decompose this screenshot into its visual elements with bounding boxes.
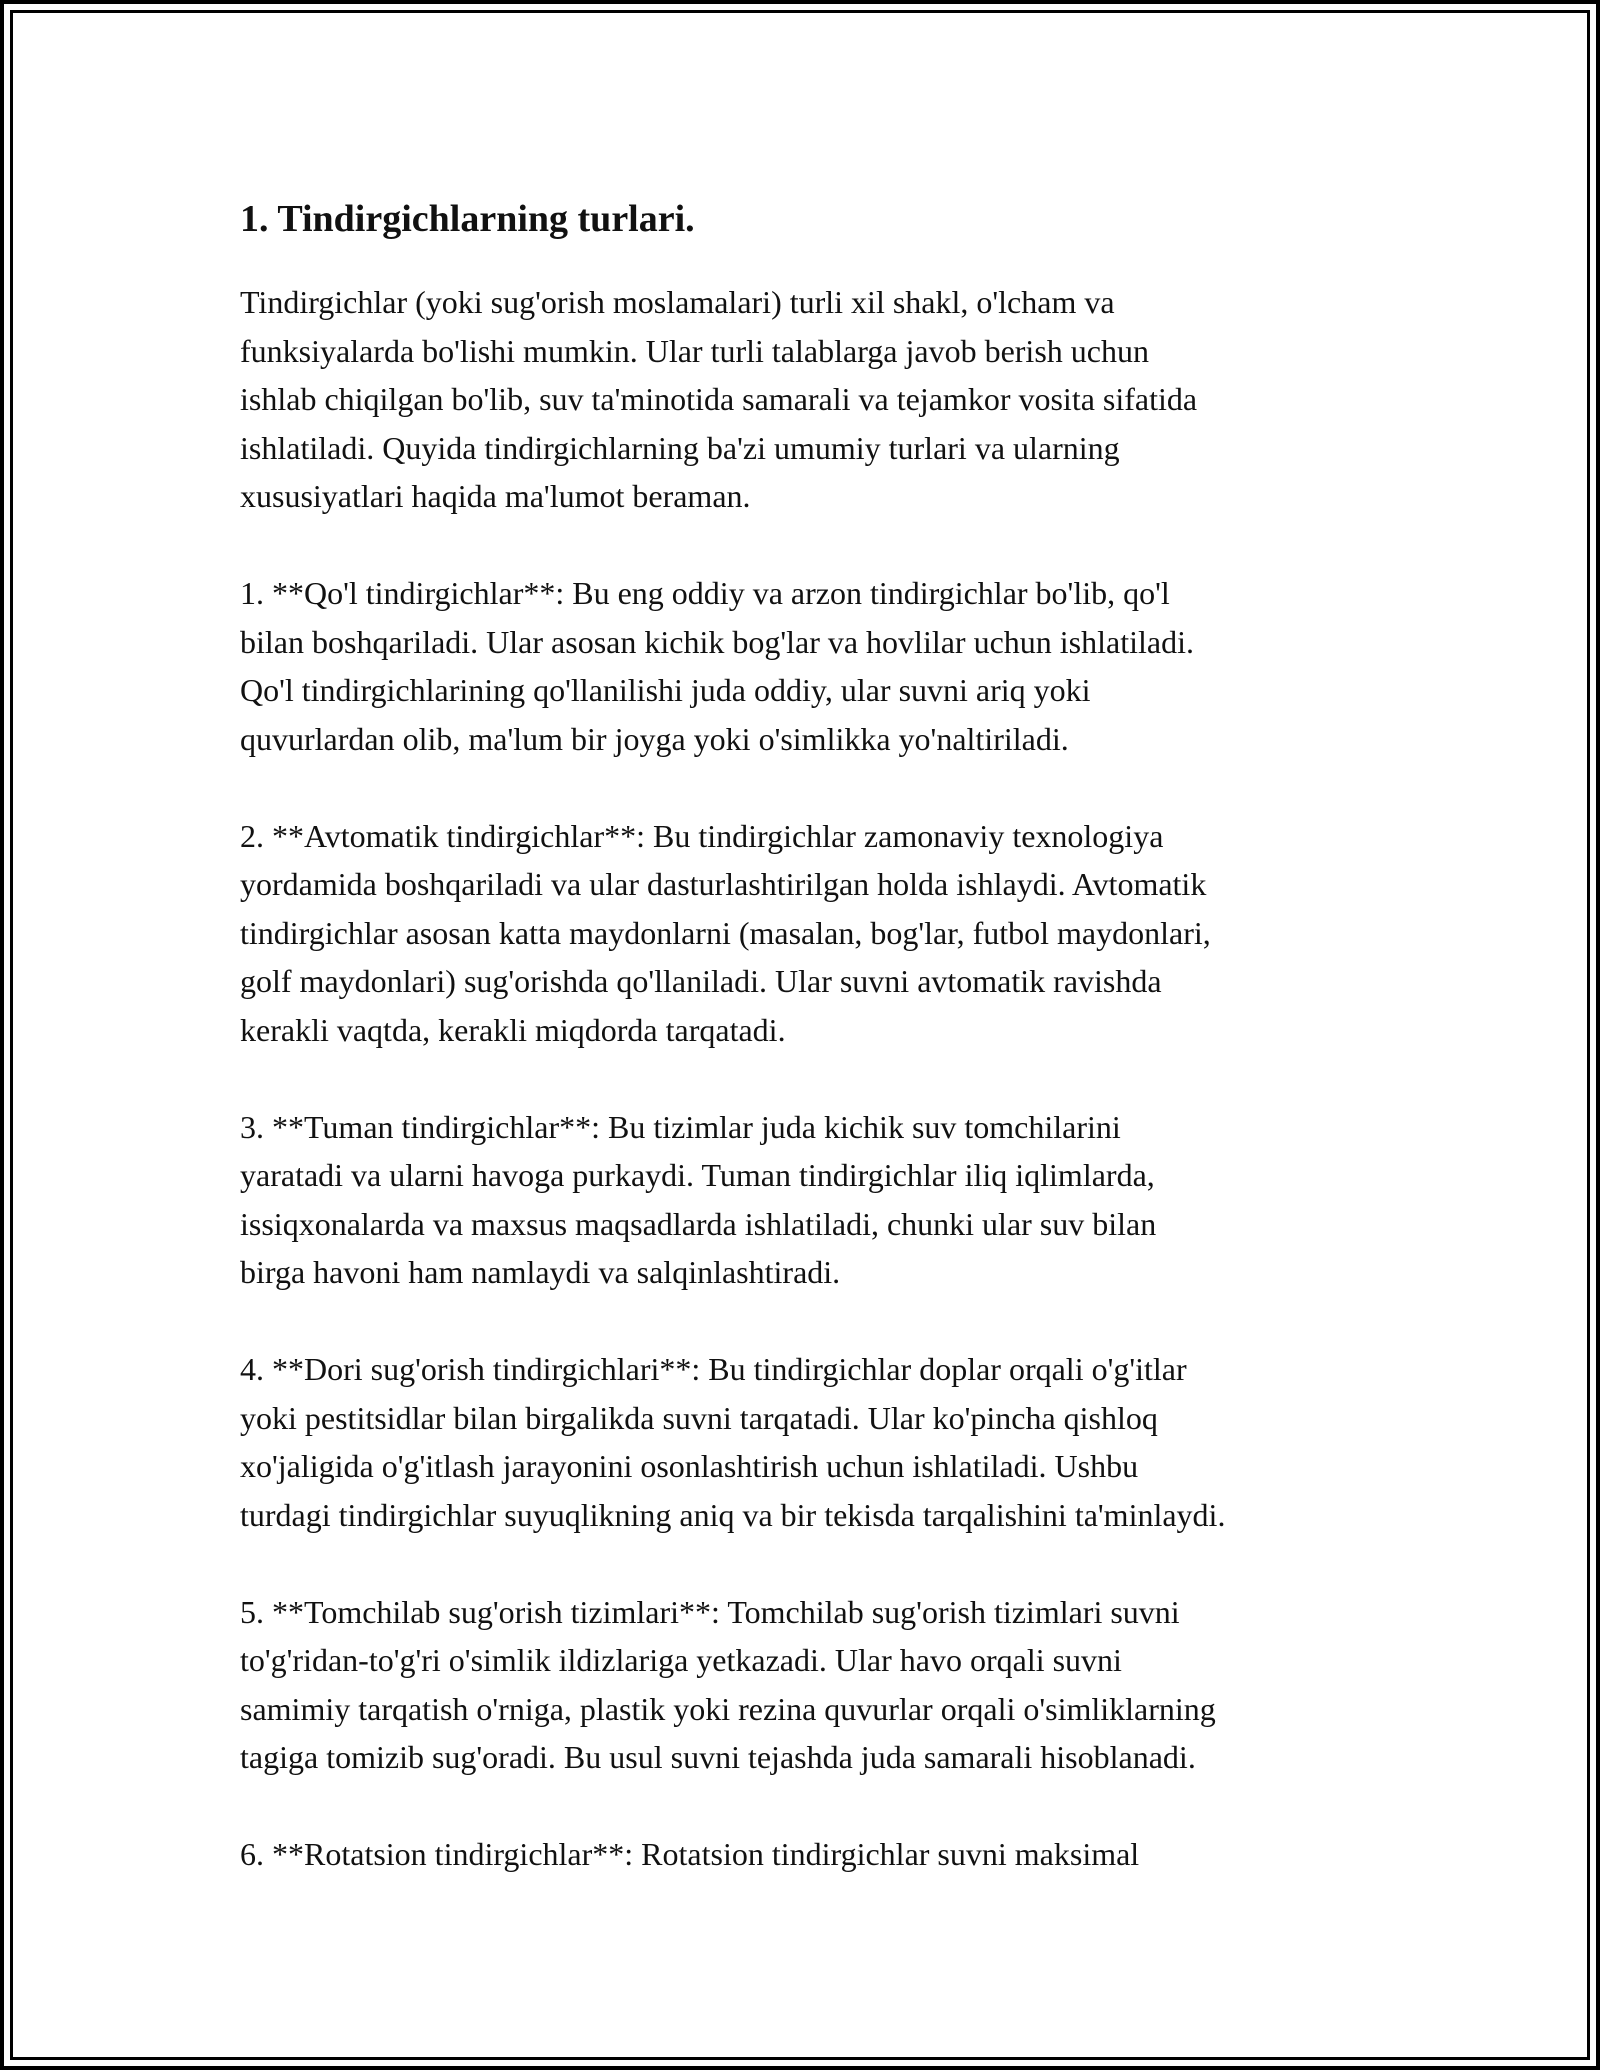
paragraph-item-1 — [240, 569, 1390, 763]
text-line: ishlab chiqilgan bo'lib, suv ta'minotida samarali va tejamkor vosita sifatida — [240, 381, 1198, 417]
paragraph-item-2 — [240, 812, 1390, 1055]
text-line: samimiy tarqatish o'rniga, plastik yoki rezina quvurlar orqali o'simliklarning — [240, 1690, 1216, 1727]
text-line: yordamida boshqariladi va ular dasturlashtirilgan holda ishlaydi. Avtomatik — [240, 866, 1207, 902]
document-body — [240, 190, 1390, 1927]
text-line: to'g'ridan-to'g'ri o'simlik ildizlariga yetkazadi. Ular havo orqali suvni — [240, 1642, 1122, 1678]
text-line: turdagi tindirgichlar suyuqlikning aniq va bir tekisda tarqalishini ta'minlaydi. — [240, 1496, 1226, 1533]
text-line: Tindirgichlar (yoki sug'orish moslamalari) turli xil shakl, o'lcham va — [240, 284, 1115, 320]
text-line: 2. **Avtomatik tindirgichlar**: Bu tindirgichlar zamonaviy texnologiya — [240, 817, 1164, 854]
text-line: birga havoni ham namlaydi va salqinlashtiradi. — [240, 1254, 841, 1290]
paragraph-item-4 — [240, 1345, 1390, 1539]
text-line: xo'jaligida o'g'itlash jarayonini osonlashtirish uchun ishlatiladi. Ushbu — [240, 1448, 1139, 1484]
text-line: bilan boshqariladi. Ular asosan kichik bog'lar va hovlilar uchun ishlatiladi. — [240, 623, 1194, 660]
paragraph-intro — [240, 278, 1390, 521]
text-line: 6. **Rotatsion tindirgichlar**: Rotatsion tindirgichlar suvni maksimal — [240, 1836, 1140, 1872]
paragraph-item-6 — [240, 1830, 1390, 1879]
text-line: ishlatiladi. Quyida tindirgichlarning ba'zi umumiy turlari va ularning — [240, 429, 1120, 466]
text-line: tindirgichlar asosan katta maydonlarni (masalan, bog'lar, futbol maydonlari, — [240, 914, 1211, 951]
text-line: kerakli vaqtda, kerakli miqdorda tarqatadi. — [240, 1011, 786, 1048]
text-line: xususiyatlari haqida ma'lumot beraman. — [240, 478, 751, 514]
text-line: yaratadi va ularni havoga purkaydi. Tuman tindirgichlar iliq iqlimlarda, — [240, 1157, 1155, 1193]
text-line: issiqxonalarda va maxsus maqsadlarda ishlatiladi, chunki ular suv bilan — [240, 1205, 1157, 1242]
text-line: tagiga tomizib sug'oradi. Bu usul suvni tejashda juda samarali hisoblanadi. — [240, 1739, 1196, 1775]
page-title: 1. Tindirgichlarning turlari. — [240, 198, 695, 240]
paragraph-item-3 — [240, 1103, 1390, 1297]
text-line: yoki pestitsidlar bilan birgalikda suvni tarqatadi. Ular ko'pincha qishloq — [240, 1399, 1158, 1436]
text-line: funksiyalarda bo'lishi mumkin. Ular turli talablarga javob berish uchun — [240, 332, 1149, 369]
paragraph-item-5 — [240, 1588, 1390, 1782]
text-line: 5. **Tomchilab sug'orish tizimlari**: Tomchilab sug'orish tizimlari suvni — [240, 1593, 1180, 1630]
text-line: 3. **Tuman tindirgichlar**: Bu tizimlar juda kichik suv tomchilarini — [240, 1108, 1121, 1145]
text-line: quvurlardan olib, ma'lum bir joyga yoki o'simlikka yo'naltiriladi. — [240, 720, 1069, 757]
text-line: 1. **Qo'l tindirgichlar**: Bu eng oddiy va arzon tindirgichlar bo'lib, qo'l — [240, 575, 1170, 611]
text-line: 4. **Dori sug'orish tindirgichlari**: Bu tindirgichlar doplar orqali o'g'itlar — [240, 1351, 1187, 1387]
text-line: Qo'l tindirgichlarining qo'llanilishi juda oddiy, ular suvni ariq yoki — [240, 672, 1091, 708]
text-line: golf maydonlari) sug'orishda qo'llaniladi. Ular suvni avtomatik ravishda — [240, 963, 1162, 999]
